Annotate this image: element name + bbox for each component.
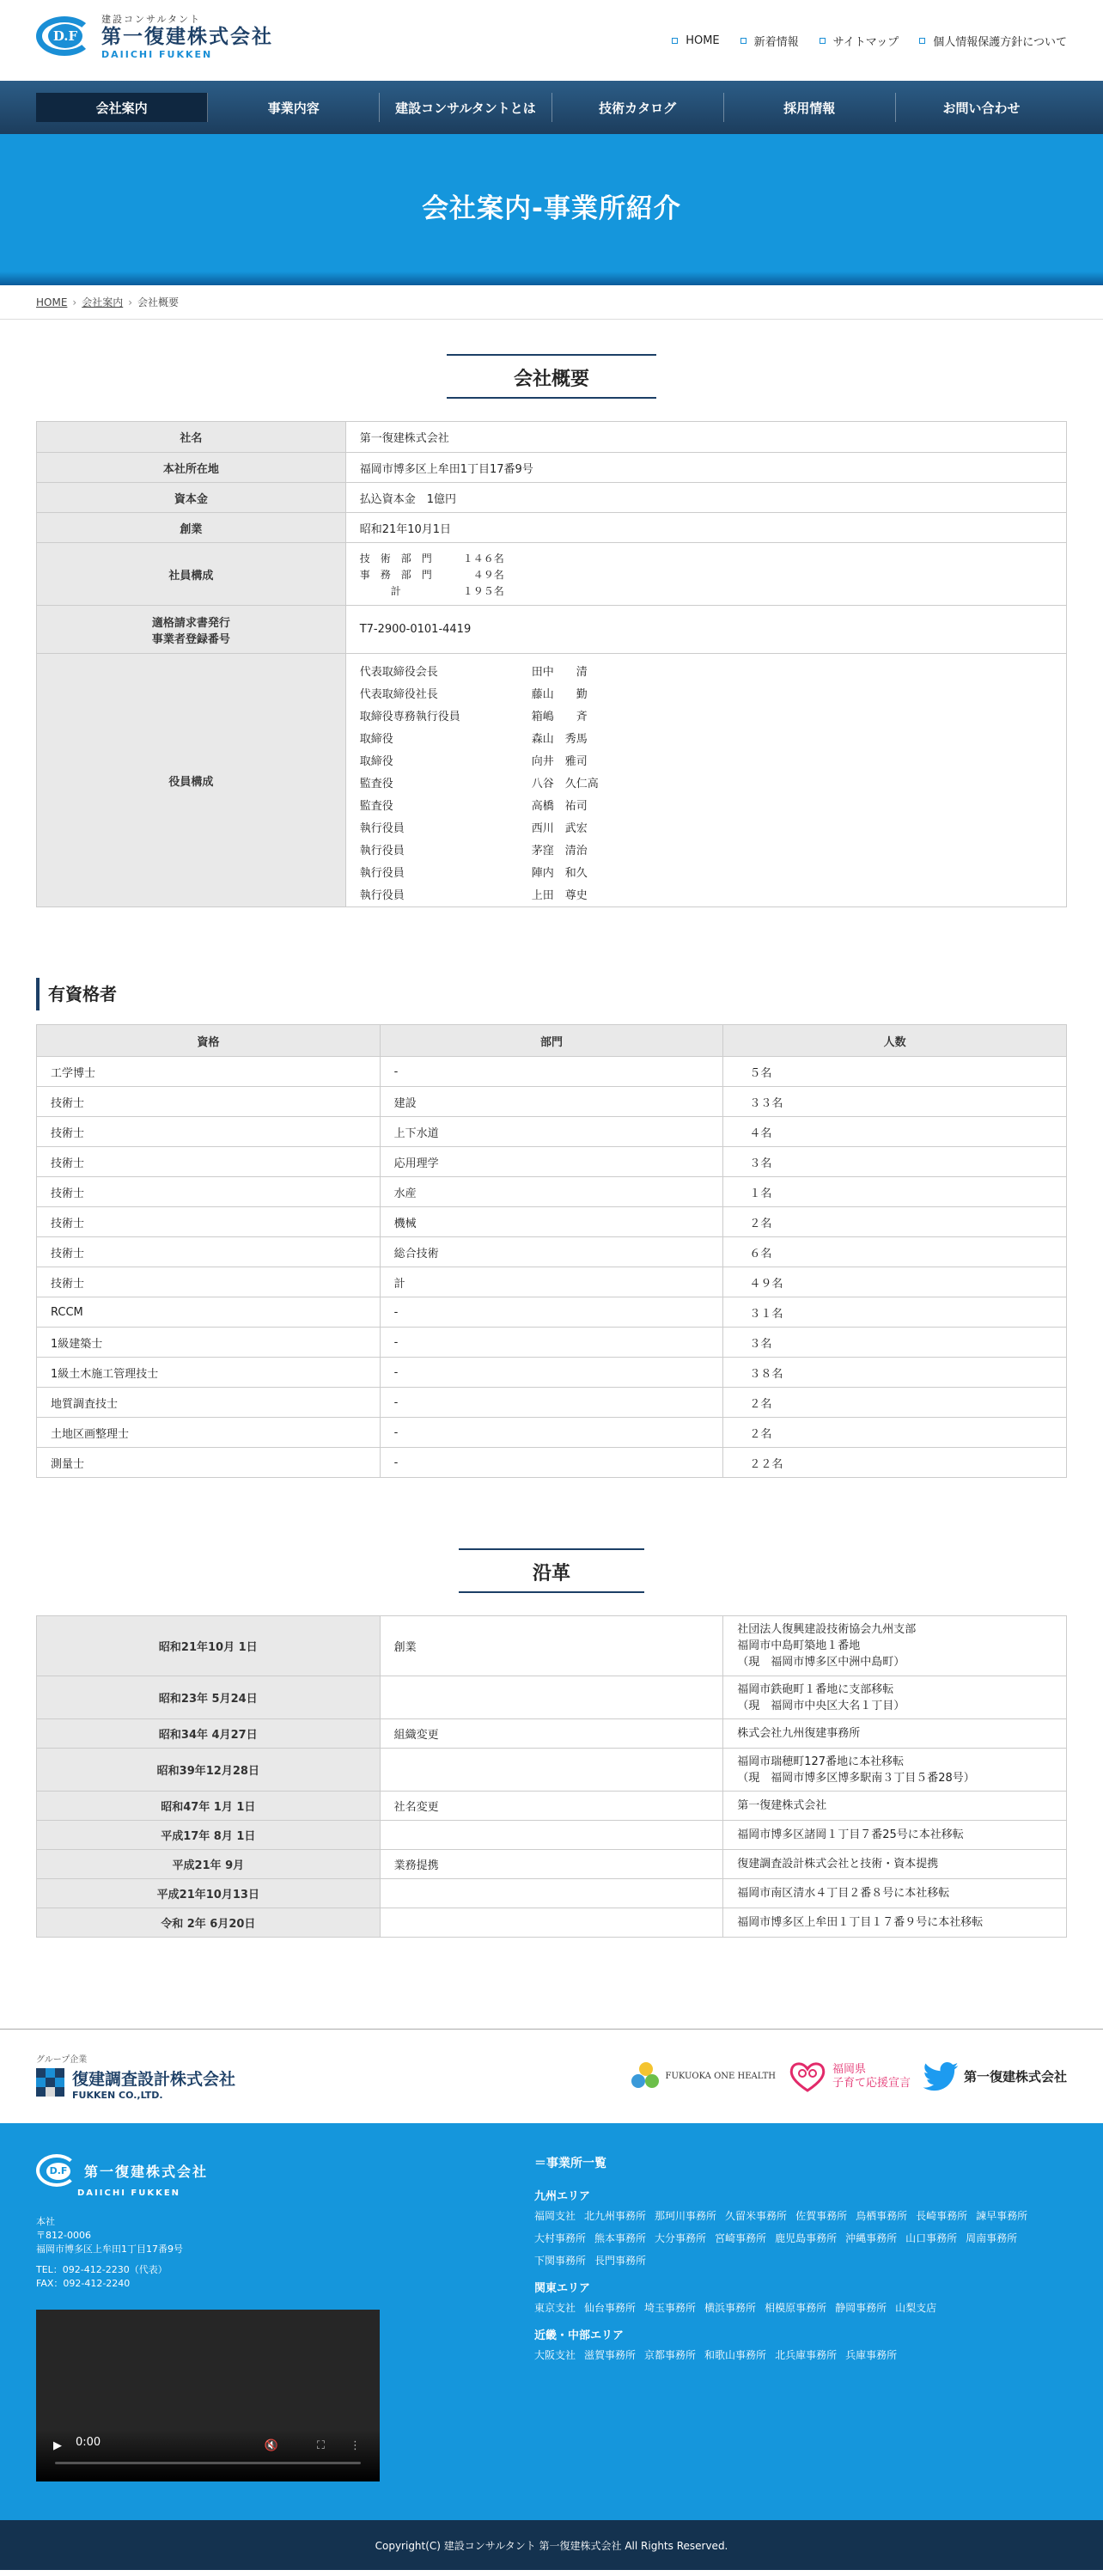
office-area — [534, 2187, 1067, 2272]
qualification-cell: 1級土木施工管理技士 — [37, 1358, 381, 1388]
office-link[interactable]: 相模原事務所 — [765, 2302, 827, 2314]
overview-label: 適格請求書発行 事業者登録番号 — [37, 606, 346, 654]
officer-row — [360, 726, 1052, 748]
square-bullet-icon — [740, 38, 747, 44]
department-cell: - — [380, 1328, 723, 1358]
table-row — [37, 1388, 1067, 1418]
history-detail: 福岡市瑞穂町127番地に本社移転 （現 福岡市博多区博多駅南３丁目５番28号） — [723, 1749, 1067, 1792]
department-cell: - — [380, 1448, 723, 1478]
table-row — [37, 1908, 1067, 1938]
qualification-cell: 技術士 — [37, 1267, 381, 1297]
top-link-home[interactable]: HOME — [672, 33, 719, 49]
table-row — [37, 1448, 1067, 1478]
office-link[interactable]: 長門事務所 — [594, 2255, 647, 2267]
fullscreen-icon[interactable]: ⛶ — [316, 2439, 325, 2452]
department-cell: 応用理学 — [380, 1147, 723, 1177]
table-row — [37, 1821, 1067, 1850]
overview-label: 本社所在地 — [37, 453, 346, 483]
footer-address: 本社 〒812-0006 福岡市博多区上牟田1丁目17番9号 — [36, 2216, 183, 2255]
count-cell: ２名 — [723, 1388, 1067, 1418]
officer-role: 取締役専務執行役員 — [359, 710, 460, 723]
history-detail: 福岡市鉄砲町１番地に支部移転 （現 福岡市中央区大名１丁目） — [723, 1676, 1067, 1719]
officer-row — [360, 793, 1052, 815]
office-link[interactable]: 熊本事務所 — [594, 2232, 647, 2244]
overview-value: 払込資本金 1億円 — [345, 483, 1066, 513]
history-event — [380, 1879, 723, 1908]
nav-recruit[interactable]: 採用情報 — [724, 93, 896, 122]
office-link[interactable]: 宮崎事務所 — [715, 2232, 767, 2244]
group-company-english: FUKKEN CO.,LTD. — [72, 2090, 163, 2101]
history-detail: 社団法人復興建設技術協会九州支部 福岡市中島町築地１番地 （現 福岡市博多区中洲中島町） — [723, 1616, 1067, 1676]
officer-name: 上田 尊史 — [531, 888, 588, 902]
kosodate-banner[interactable]: 福岡県 子育て応援宣言 — [788, 2060, 911, 2094]
history-detail: 福岡市博多区諸岡１丁目７番25号に本社移転 — [723, 1821, 1067, 1850]
office-link[interactable]: 長崎事務所 — [916, 2210, 968, 2222]
office-links — [534, 2344, 1067, 2366]
nav-tech-catalog[interactable]: 技術カタログ — [552, 93, 724, 122]
history-date: 昭和47年 1月 1日 — [37, 1792, 381, 1821]
overview-label: 創業 — [37, 513, 346, 543]
history-detail: 福岡市博多区上牟田１丁目１７番９号に本社移転 — [723, 1908, 1067, 1938]
office-area-title: 近畿・中部エリア — [534, 2329, 625, 2342]
table-row — [37, 1177, 1067, 1207]
office-area-title: 関東エリア — [534, 2282, 591, 2295]
officer-role: 監査役 — [359, 799, 393, 813]
office-list-title: ＝事業所一覧 — [534, 2157, 606, 2170]
heart-icon — [788, 2060, 827, 2094]
one-health-logo-icon — [631, 2062, 661, 2091]
fukken-logo-icon — [36, 2068, 65, 2099]
twitter-bird-icon — [923, 2062, 959, 2091]
office-link[interactable]: 鹿児島事務所 — [775, 2232, 838, 2244]
table-header-row — [37, 1025, 1067, 1057]
count-cell: ４名 — [723, 1117, 1067, 1147]
history-event: 組織変更 — [380, 1719, 723, 1749]
department-cell: 建設 — [380, 1087, 723, 1117]
group-company-name: 復建調査設計株式会社 — [72, 2070, 236, 2089]
department-cell: 計 — [380, 1267, 723, 1297]
site-header — [0, 0, 1103, 81]
table-row — [37, 1719, 1067, 1749]
officer-name: 田中 清 — [531, 665, 588, 679]
nav-about-consultant[interactable]: 建設コンサルタントとは — [380, 93, 552, 122]
mute-icon[interactable]: 🔇 — [264, 2439, 278, 2452]
table-row — [37, 1147, 1067, 1177]
breadcrumb-separator-icon: › — [72, 296, 77, 308]
column-header: 人数 — [723, 1025, 1067, 1057]
column-header: 資格 — [37, 1025, 381, 1057]
office-link[interactable]: 那珂川事務所 — [655, 2210, 717, 2222]
logo-company-name: 第一復建株式会社 — [101, 26, 273, 48]
square-bullet-icon — [919, 38, 925, 44]
nav-contact[interactable]: お問い合わせ — [942, 100, 1021, 116]
officer-name: 高橋 祐司 — [531, 799, 588, 813]
table-row — [37, 483, 1067, 513]
count-cell: ２名 — [723, 1207, 1067, 1237]
count-cell: ３名 — [723, 1147, 1067, 1177]
nav-business[interactable]: 事業内容 — [208, 93, 380, 122]
history-date: 令和 2年 6月20日 — [37, 1908, 381, 1938]
top-link-sitemap[interactable]: サイトマップ — [820, 33, 899, 49]
table-row — [37, 1358, 1067, 1388]
play-icon[interactable]: ▶ — [53, 2439, 62, 2452]
table-row — [37, 1087, 1067, 1117]
office-link[interactable]: 埼玉事務所 — [644, 2302, 697, 2314]
top-utility-links — [672, 33, 1067, 49]
office-link[interactable]: 兵庫事務所 — [845, 2349, 898, 2361]
office-link[interactable]: 北兵庫事務所 — [775, 2349, 838, 2361]
history-title: 沿革 — [459, 1548, 644, 1593]
count-cell: ６名 — [723, 1237, 1067, 1267]
history-date: 平成21年 9月 — [37, 1850, 381, 1879]
officer-name: 森山 秀馬 — [531, 732, 588, 746]
video-time: 0:00 — [76, 2436, 101, 2449]
department-cell: 上下水道 — [380, 1117, 723, 1147]
history-detail: 復建調査設計株式会社と技術・資本提携 — [723, 1850, 1067, 1879]
column-header: 部門 — [380, 1025, 723, 1057]
fukuoka-one-health-banner[interactable]: FUKUOKA ONE HEALTH — [631, 2062, 776, 2091]
video-progress-bar[interactable] — [55, 2462, 361, 2464]
qualification-cell: 地質調査技士 — [37, 1388, 381, 1418]
officer-role: 執行役員 — [359, 821, 405, 835]
footer-logo[interactable] — [36, 2154, 500, 2198]
office-link[interactable]: 沖縄事務所 — [845, 2232, 898, 2244]
history-event — [380, 1908, 723, 1938]
office-link[interactable]: 周南事務所 — [966, 2232, 1018, 2244]
history-date: 昭和34年 4月27日 — [37, 1719, 381, 1749]
count-cell: ４９名 — [723, 1267, 1067, 1297]
footer-contact: TEL：092-412-2230（代表） FAX：092-412-2240 — [36, 2264, 168, 2289]
officer-row — [360, 771, 1052, 793]
breadcrumb-current: 会社概要 — [137, 296, 180, 308]
site-logo[interactable] — [36, 12, 273, 60]
officers-list — [345, 654, 1066, 907]
officer-name: 向井 雅司 — [531, 754, 588, 768]
officer-row — [360, 815, 1052, 838]
qualification-cell: RCCM — [37, 1297, 381, 1328]
office-link[interactable]: 山口事務所 — [905, 2232, 958, 2244]
table-row — [37, 1267, 1067, 1297]
count-cell: ３１名 — [723, 1297, 1067, 1328]
table-row — [37, 654, 1067, 907]
qualifications-title: 有資格者 — [36, 978, 1067, 1010]
office-link[interactable]: 鳥栖事務所 — [856, 2210, 908, 2222]
office-link[interactable]: 佐賀事務所 — [795, 2210, 848, 2222]
table-row — [37, 1207, 1067, 1237]
department-cell: - — [380, 1388, 723, 1418]
department-cell: - — [380, 1057, 723, 1087]
department-cell: - — [380, 1418, 723, 1448]
count-cell: ２名 — [723, 1418, 1067, 1448]
office-area — [534, 2279, 1067, 2319]
table-row — [37, 1616, 1067, 1676]
officer-name: 藤山 勤 — [531, 687, 588, 701]
department-cell: 総合技術 — [380, 1237, 723, 1267]
officer-role: 代表取締役会長 — [359, 665, 438, 679]
officer-role: 監査役 — [359, 777, 393, 791]
top-link-privacy[interactable]: 個人情報保護方針について — [919, 33, 1067, 49]
more-options-icon[interactable]: ⋮ — [350, 2439, 361, 2452]
footer-company-name: 第一復建株式会社 — [84, 2163, 209, 2180]
officer-name: 陣内 和久 — [531, 866, 588, 880]
officer-role: 執行役員 — [359, 844, 405, 858]
overview-value: T7-2900-0101-4419 — [345, 606, 1066, 654]
officer-name: 茅窪 清治 — [531, 844, 588, 858]
office-link[interactable]: 横浜事務所 — [704, 2302, 757, 2314]
group-label: グループ企業 — [36, 2055, 88, 2065]
table-row — [37, 1057, 1067, 1087]
global-nav — [0, 81, 1103, 134]
officer-name: 西川 武宏 — [531, 821, 588, 835]
count-cell: ３８名 — [723, 1358, 1067, 1388]
qualification-cell: 技術士 — [37, 1207, 381, 1237]
overview-value: 昭和21年10月1日 — [345, 513, 1066, 543]
group-company-link[interactable] — [36, 2052, 235, 2101]
officer-row — [360, 704, 1052, 726]
count-cell: ５名 — [723, 1057, 1067, 1087]
office-link[interactable]: 福岡支社 — [534, 2210, 576, 2222]
history-date: 昭和21年10月 1日 — [37, 1616, 381, 1676]
count-cell: ３名 — [723, 1328, 1067, 1358]
overview-title: 会社概要 — [447, 354, 656, 399]
officer-row — [360, 860, 1052, 882]
breadcrumb — [0, 285, 1103, 320]
officer-role: 代表取締役社長 — [359, 687, 438, 701]
table-row — [37, 543, 1067, 606]
overview-label: 社名 — [37, 422, 346, 453]
table-row — [37, 1328, 1067, 1358]
history-detail: 株式会社九州復建事務所 — [723, 1719, 1067, 1749]
overview-value: 第一復建株式会社 — [345, 422, 1066, 453]
overview-table — [36, 421, 1067, 907]
history-event: 業務提携 — [380, 1850, 723, 1879]
square-bullet-icon — [820, 38, 826, 44]
history-detail: 福岡市南区清水４丁目２番８号に本社移転 — [723, 1879, 1067, 1908]
logo-subtitle: 建設コンサルタント — [101, 14, 202, 25]
table-row — [37, 1792, 1067, 1821]
site-footer — [0, 2123, 1103, 2520]
history-date: 平成17年 8月 1日 — [37, 1821, 381, 1850]
office-link[interactable]: 東京支社 — [534, 2302, 576, 2314]
copyright: Copyright(C) 建設コンサルタント 第一復建株式会社 All Rights Reserved. — [0, 2520, 1103, 2570]
department-cell: - — [380, 1297, 723, 1328]
footer-logo-icon: D.F — [36, 2154, 77, 2187]
table-row — [37, 1676, 1067, 1719]
officer-name: 箱嶋 斉 — [531, 710, 588, 723]
qualification-cell: 技術士 — [37, 1177, 381, 1207]
count-cell: ２２名 — [723, 1448, 1067, 1478]
office-link[interactable]: 京都事務所 — [644, 2349, 697, 2361]
office-area-title: 九州エリア — [534, 2190, 591, 2203]
overview-label: 役員構成 — [37, 654, 346, 907]
department-cell: 機械 — [380, 1207, 723, 1237]
overview-label: 資本金 — [37, 483, 346, 513]
count-cell: ３３名 — [723, 1087, 1067, 1117]
table-row — [37, 453, 1067, 483]
table-row — [37, 1879, 1067, 1908]
history-date: 昭和23年 5月24日 — [37, 1676, 381, 1719]
office-link[interactable]: 北九州事務所 — [584, 2210, 647, 2222]
table-row — [37, 606, 1067, 654]
qualification-cell: 1級建築士 — [37, 1328, 381, 1358]
table-row — [37, 422, 1067, 453]
officer-row — [360, 681, 1052, 704]
footer-company-english: DAIICHI FUKKEN — [77, 2188, 181, 2198]
group-banner-bar — [0, 2029, 1103, 2123]
qualification-cell: 技術士 — [37, 1087, 381, 1117]
office-link[interactable]: 諫早事務所 — [976, 2210, 1028, 2222]
table-row — [37, 1297, 1067, 1328]
qualification-cell: 工学博士 — [37, 1057, 381, 1087]
officer-row — [360, 838, 1052, 860]
overview-value: 福岡市博多区上牟田1丁目17番9号 — [345, 453, 1066, 483]
officer-row — [360, 882, 1052, 905]
qualification-cell: 技術士 — [37, 1147, 381, 1177]
office-area — [534, 2326, 1067, 2366]
square-bullet-icon — [672, 38, 678, 44]
history-event: 創業 — [380, 1616, 723, 1676]
video-player[interactable] — [36, 2310, 380, 2481]
logo-english-name: DAIICHI FUKKEN — [101, 49, 213, 60]
qualification-cell: 技術士 — [37, 1237, 381, 1267]
office-link[interactable]: 仙台事務所 — [584, 2302, 637, 2314]
officer-role: 取締役 — [359, 754, 393, 768]
office-link[interactable]: 大阪支社 — [534, 2349, 576, 2361]
officer-role: 執行役員 — [359, 866, 405, 880]
office-link[interactable]: 久留米事務所 — [725, 2210, 788, 2222]
office-links — [534, 2297, 1067, 2319]
table-row — [37, 1850, 1067, 1879]
office-link[interactable]: 下関事務所 — [534, 2255, 587, 2267]
history-event — [380, 1821, 723, 1850]
history-table — [36, 1615, 1067, 1938]
history-detail: 第一復建株式会社 — [723, 1792, 1067, 1821]
office-link[interactable]: 静岡事務所 — [835, 2302, 887, 2314]
staff-composition: 技 術 部 門 １４６名 事 務 部 門 ４９名 計 １９５名 — [345, 543, 1066, 606]
breadcrumb-separator-icon: › — [128, 296, 133, 308]
table-row — [37, 513, 1067, 543]
history-event: 社名変更 — [380, 1792, 723, 1821]
main-content — [0, 354, 1103, 1938]
twitter-banner[interactable]: 第一復建株式会社 — [923, 2062, 1067, 2091]
officer-name: 八谷 久仁高 — [531, 777, 599, 791]
office-link[interactable]: 和歌山事務所 — [704, 2349, 767, 2361]
qualifications-table — [36, 1024, 1067, 1478]
department-cell: 水産 — [380, 1177, 723, 1207]
logo-mark-icon: D.F — [36, 15, 93, 58]
qualification-cell: 測量士 — [37, 1448, 381, 1478]
office-list — [500, 2154, 1067, 2489]
nav-company[interactable]: 会社案内 — [36, 93, 208, 122]
table-row — [37, 1749, 1067, 1792]
page-title: 会社案内-事業所紹介 — [422, 192, 681, 224]
table-row — [37, 1117, 1067, 1147]
qualification-cell: 技術士 — [37, 1117, 381, 1147]
office-link[interactable]: 滋賀事務所 — [584, 2349, 637, 2361]
table-row — [37, 1418, 1067, 1448]
office-link[interactable]: 大分事務所 — [655, 2232, 707, 2244]
history-event — [380, 1676, 723, 1719]
office-links — [534, 2205, 1067, 2272]
top-link-news[interactable]: 新着情報 — [740, 33, 799, 49]
qualification-cell: 土地区画整理士 — [37, 1418, 381, 1448]
page-hero — [0, 134, 1103, 285]
department-cell: - — [380, 1358, 723, 1388]
history-event — [380, 1749, 723, 1792]
breadcrumb-home[interactable]: HOME — [36, 296, 68, 308]
officer-row — [360, 748, 1052, 771]
history-date: 昭和39年12月28日 — [37, 1749, 381, 1792]
officer-row — [360, 659, 1052, 681]
officer-role: 取締役 — [359, 732, 393, 746]
office-link[interactable]: 大村事務所 — [534, 2232, 587, 2244]
overview-label: 社員構成 — [37, 543, 346, 606]
table-row — [37, 1237, 1067, 1267]
office-link[interactable]: 山梨支店 — [895, 2302, 937, 2314]
officer-role: 執行役員 — [359, 888, 405, 902]
breadcrumb-company[interactable]: 会社案内 — [82, 296, 124, 308]
history-date: 平成21年10月13日 — [37, 1879, 381, 1908]
count-cell: １名 — [723, 1177, 1067, 1207]
